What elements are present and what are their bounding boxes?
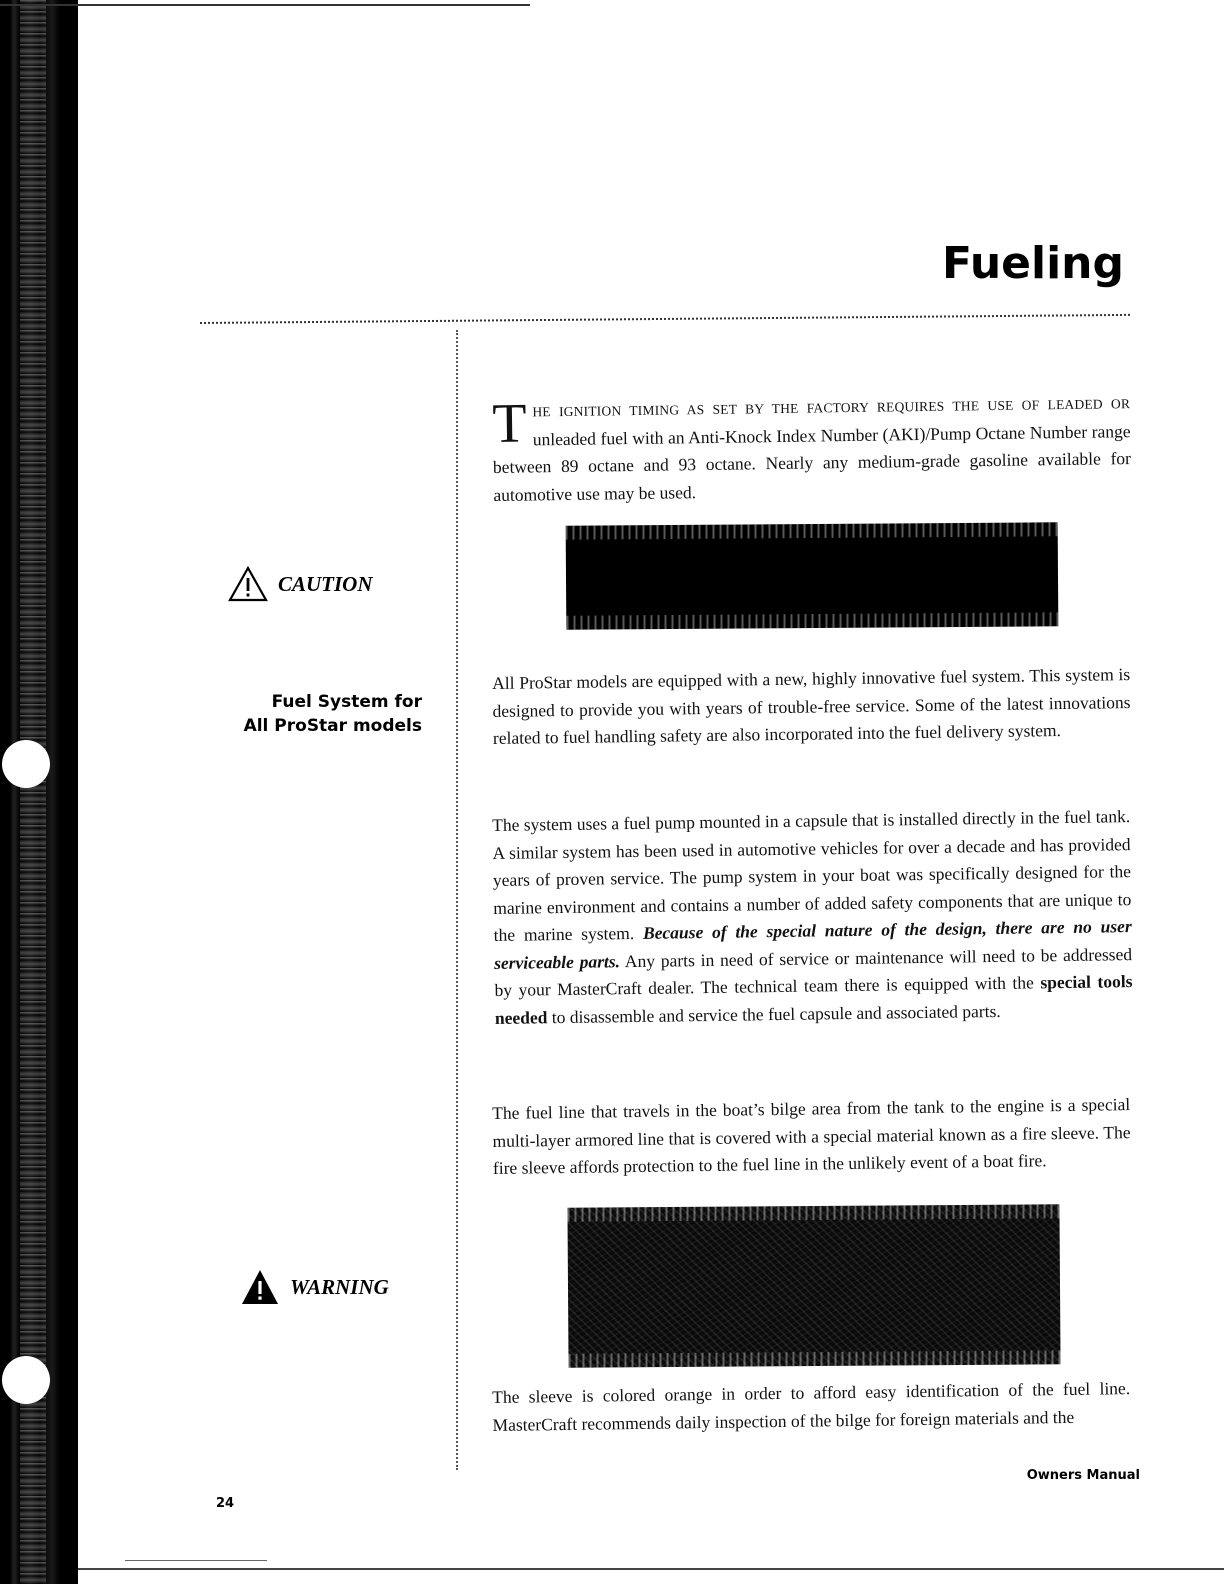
intro-text: unleaded fuel with an Anti-Knock Index Number (AKI)/Pump Octane Number range between 89 octane and 93 octane. Nearly any medium-grade gasoline available for automotive use may be used. [492, 420, 1132, 505]
paragraph-text: The sleeve is colored orange in order to afford easy identification of the fuel line. MasterCraft recommends daily inspection of the bilge for foreign materials and the [492, 1378, 1131, 1435]
paragraph-text: The system uses a fuel pump mounted in a capsule that is installed directly in the fuel tank. A similar system has been used in automotive vehicles for over a decade and has provided years of proven service. The pump system in your boat was specifically designed for the marine environment and contains a number of added safety components that are unique to the marine system. [492, 806, 1132, 945]
paragraph-text: All ProStar models are equipped with a new, highly innovative fuel system. This system is designed to provide you with years of trouble-free service. Some of the latest innovations related to fuel handling safety are also incorporated into the fuel delivery system. [492, 664, 1131, 748]
scan-bottom-rule [78, 1568, 1224, 1570]
intro-paragraph [492, 389, 1131, 509]
warning-label: WARNING [290, 1274, 389, 1299]
drop-cap: T [491, 392, 528, 455]
paragraph-sleeve [492, 1375, 1131, 1439]
punch-hole [2, 1356, 50, 1404]
section-heading-line1: Fuel System for [271, 692, 422, 712]
paragraph-text: Any parts in need of service or maintenance will need to be addressed by your MasterCraft dealer. The technical team there is equipped with the [494, 943, 1133, 1000]
title-divider [200, 314, 1130, 324]
fuel-system-photo [566, 522, 1059, 629]
section-heading [244, 690, 422, 738]
binding-texture [20, 0, 46, 1584]
scan-top-rule [0, 4, 530, 6]
paragraph-fuel-system [492, 661, 1131, 752]
caution-notice [228, 566, 373, 602]
page-title: Fueling [941, 238, 1124, 289]
page-number: 24 [216, 1496, 235, 1511]
scan-bottom-rule-short [125, 1560, 267, 1561]
caution-triangle-outline-icon [228, 566, 268, 602]
paragraph-text: to disassemble and service the fuel capsule and associated parts. [551, 1000, 1001, 1027]
paragraph-fuel-line [492, 1091, 1131, 1182]
column-divider [456, 330, 458, 1470]
warning-notice [240, 1268, 389, 1306]
caution-label: CAUTION [278, 571, 373, 596]
fire-sleeve-photo [567, 1204, 1060, 1367]
paragraph-fuel-pump [492, 803, 1133, 1032]
emphasis-special-tools: special tools needed [494, 971, 1133, 1028]
punch-hole [2, 740, 50, 788]
footer-label: Owners Manual [1026, 1468, 1140, 1483]
emphasis-no-user-parts: Because of the special nature of the design, there are no user serviceable parts. [493, 916, 1132, 973]
paragraph-text: The fuel line that travels in the boat’s bilge area from the tank to the engine is a special multi-layer armored line that is covered with a special material known as a fire sleeve. The fire sleeve affords protection to the fuel line in the unlikely event of a boat fire. [492, 1094, 1131, 1178]
section-heading-line2: All ProStar models [243, 716, 422, 736]
warning-triangle-filled-icon [240, 1268, 280, 1306]
intro-smallcaps: HE IGNITION TIMING AS SET BY THE FACTORY REQUIRES THE USE OF LEADED OR [532, 396, 1131, 420]
